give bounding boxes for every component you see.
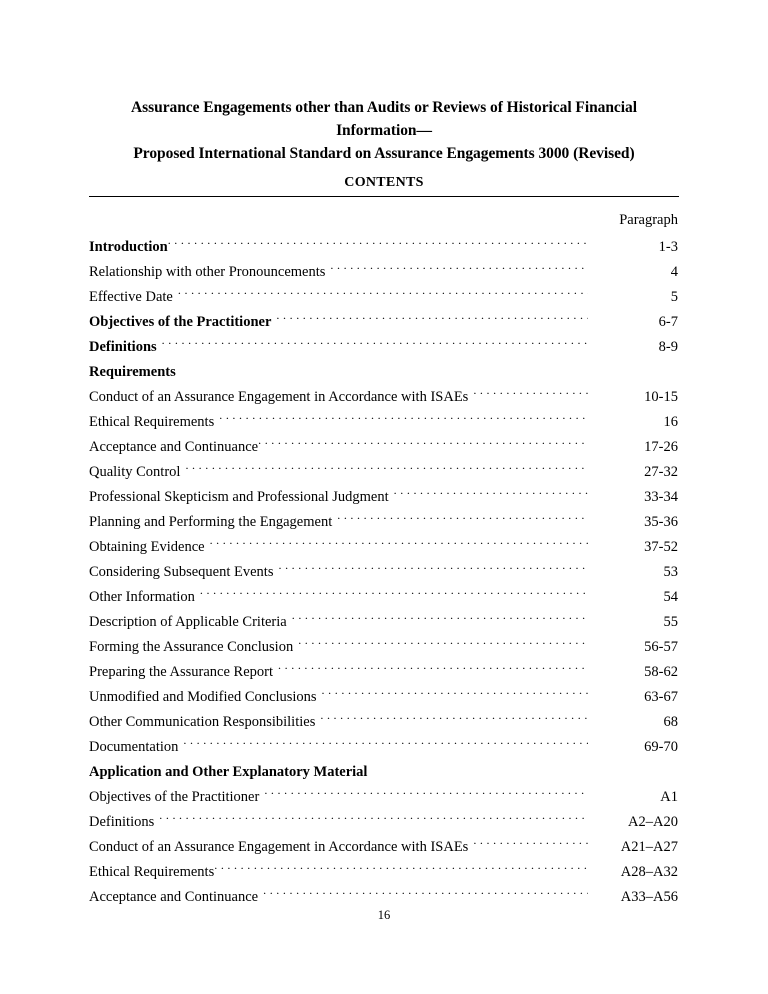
toc-row[interactable] <box>89 260 679 285</box>
toc-leader-dots <box>159 812 588 826</box>
toc-row[interactable] <box>89 485 679 510</box>
toc-entry-paragraph-ref: A33–A56 <box>620 889 678 905</box>
document-title-line-3: Proposed International Standard on Assurance Engagements 3000 (Revised) <box>133 145 635 162</box>
toc-entry-paragraph-ref: 10-15 <box>644 389 678 405</box>
toc-row[interactable] <box>89 785 679 810</box>
toc-entry-label: Quality Control <box>89 464 181 480</box>
toc-entry-label: Objectives of the Practitioner <box>89 314 272 330</box>
toc-leader-dots <box>263 887 588 901</box>
header-divider <box>89 196 679 197</box>
toc-entry-paragraph-ref: 1-3 <box>658 239 678 255</box>
toc-entry-paragraph-ref: 55 <box>663 614 678 630</box>
toc-row[interactable] <box>89 510 679 535</box>
toc-entry-label: Acceptance and Continuance <box>89 889 259 905</box>
toc-leader-dots <box>219 412 588 426</box>
toc-row[interactable] <box>89 585 679 610</box>
toc-leader-dots <box>176 362 588 376</box>
toc-row[interactable] <box>89 410 679 435</box>
toc-entry-paragraph-ref: A1 <box>660 789 678 805</box>
toc-entry-paragraph-ref: 35-36 <box>644 514 678 530</box>
toc-leader-dots <box>473 837 588 851</box>
toc-leader-dots <box>298 637 588 651</box>
toc-row[interactable] <box>89 660 679 685</box>
toc-entry-label: Professional Skepticism and Professional Judgment <box>89 489 389 505</box>
toc-row[interactable] <box>89 860 679 885</box>
toc-row[interactable] <box>89 310 679 335</box>
toc-entry-paragraph-ref: 8-9 <box>658 339 678 355</box>
toc-leader-dots <box>367 762 588 776</box>
toc-entry-label: Conduct of an Assurance Engagement in Accordance with ISAEs <box>89 389 469 405</box>
toc-entry-label: Introduction <box>89 239 168 255</box>
toc-leader-dots <box>337 512 588 526</box>
toc-row[interactable] <box>89 435 679 460</box>
toc-row[interactable] <box>89 535 679 560</box>
toc-leader-dots <box>292 612 588 626</box>
toc-entry-paragraph-ref: 5 <box>670 289 678 305</box>
toc-row[interactable] <box>89 385 679 410</box>
toc-leader-dots <box>330 262 588 276</box>
toc-entry-label: Definitions <box>89 814 155 830</box>
toc-entry-paragraph-ref: 54 <box>663 589 678 605</box>
toc-leader-dots <box>210 537 588 551</box>
toc-leader-dots <box>214 862 588 876</box>
toc-entry-label: Conduct of an Assurance Engagement in Accordance with ISAEs <box>89 839 469 855</box>
toc-leader-dots <box>200 587 588 601</box>
toc-row[interactable] <box>89 885 679 910</box>
toc-entry-label: Requirements <box>89 364 176 380</box>
toc-entry-paragraph-ref: 16 <box>663 414 678 430</box>
toc-row[interactable] <box>89 360 679 385</box>
toc-row[interactable] <box>89 760 679 785</box>
toc-leader-dots <box>394 487 588 501</box>
toc-entry-label: Definitions <box>89 339 157 355</box>
toc-entry-label: Preparing the Assurance Report <box>89 664 274 680</box>
toc-row[interactable] <box>89 735 679 760</box>
toc-leader-dots <box>258 437 588 451</box>
toc-leader-dots <box>183 737 588 751</box>
toc-entry-paragraph-ref: A21–A27 <box>620 839 678 855</box>
toc-entry-paragraph-ref: 63-67 <box>644 689 678 705</box>
toc-entry-label: Other Information <box>89 589 195 605</box>
toc-entry-label: Objectives of the Practitioner <box>89 789 260 805</box>
toc-entry-label: Forming the Assurance Conclusion <box>89 639 294 655</box>
toc-row[interactable] <box>89 560 679 585</box>
toc-entry-paragraph-ref: 53 <box>663 564 678 580</box>
toc-row[interactable] <box>89 235 679 260</box>
toc-entry-label: Unmodified and Modified Conclusions <box>89 689 317 705</box>
toc-entry-paragraph-ref: 69-70 <box>644 739 678 755</box>
toc-entry-label: Other Communication Responsibilities <box>89 714 316 730</box>
toc-entry-label: Ethical Requirements <box>89 414 215 430</box>
toc-leader-dots <box>276 312 588 326</box>
toc-entry-label: Considering Subsequent Events <box>89 564 274 580</box>
document-title-line-1: Assurance Engagements other than Audits or Reviews of Historical Financial <box>131 99 637 116</box>
toc-leader-dots <box>473 387 588 401</box>
page-number: 16 <box>377 908 391 922</box>
toc-entry-paragraph-ref: 6-7 <box>658 314 678 330</box>
toc-leader-dots <box>278 562 588 576</box>
table-of-contents <box>89 235 679 910</box>
toc-row[interactable] <box>89 835 679 860</box>
toc-entry-label: Effective Date <box>89 289 173 305</box>
toc-entry-paragraph-ref: 68 <box>663 714 678 730</box>
toc-entry-paragraph-ref: 4 <box>670 264 678 280</box>
toc-row[interactable] <box>89 710 679 735</box>
toc-entry-paragraph-ref: 58-62 <box>644 664 678 680</box>
toc-leader-dots <box>320 712 588 726</box>
toc-entry-paragraph-ref: A28–A32 <box>620 864 678 880</box>
toc-row[interactable] <box>89 685 679 710</box>
toc-entry-label: Obtaining Evidence <box>89 539 205 555</box>
toc-row[interactable] <box>89 335 679 360</box>
toc-row[interactable] <box>89 460 679 485</box>
toc-entry-label: Application and Other Explanatory Material <box>89 764 368 780</box>
toc-leader-dots <box>162 337 588 351</box>
toc-entry-paragraph-ref: 17-26 <box>644 439 678 455</box>
toc-entry-label: Relationship with other Pronouncements <box>89 264 326 280</box>
toc-entry-paragraph-ref: 27-32 <box>644 464 678 480</box>
toc-leader-dots <box>264 787 588 801</box>
toc-entry-paragraph-ref: 33-34 <box>644 489 678 505</box>
toc-entry-label: Description of Applicable Criteria <box>89 614 287 630</box>
toc-entry-label: Acceptance and Continuance <box>89 439 259 455</box>
toc-leader-dots <box>178 287 588 301</box>
document-title-line-2: Information— <box>336 122 432 139</box>
toc-row[interactable] <box>89 810 679 835</box>
toc-leader-dots <box>168 237 588 251</box>
toc-entry-label: Documentation <box>89 739 179 755</box>
toc-row[interactable] <box>89 285 679 310</box>
toc-row[interactable] <box>89 635 679 660</box>
toc-entry-label: Planning and Performing the Engagement <box>89 514 333 530</box>
toc-entry-label: Ethical Requirements <box>89 864 215 880</box>
paragraph-column-header: Paragraph <box>619 212 678 228</box>
toc-entry-paragraph-ref: A2–A20 <box>628 814 678 830</box>
page-content <box>89 96 679 910</box>
toc-entry-paragraph-ref: 37-52 <box>644 539 678 555</box>
toc-leader-dots <box>322 687 588 701</box>
toc-leader-dots <box>278 662 588 676</box>
toc-leader-dots <box>185 462 588 476</box>
contents-heading: CONTENTS <box>344 175 424 190</box>
document-title <box>89 96 679 165</box>
toc-row[interactable] <box>89 610 679 635</box>
toc-entry-paragraph-ref: 56-57 <box>644 639 678 655</box>
